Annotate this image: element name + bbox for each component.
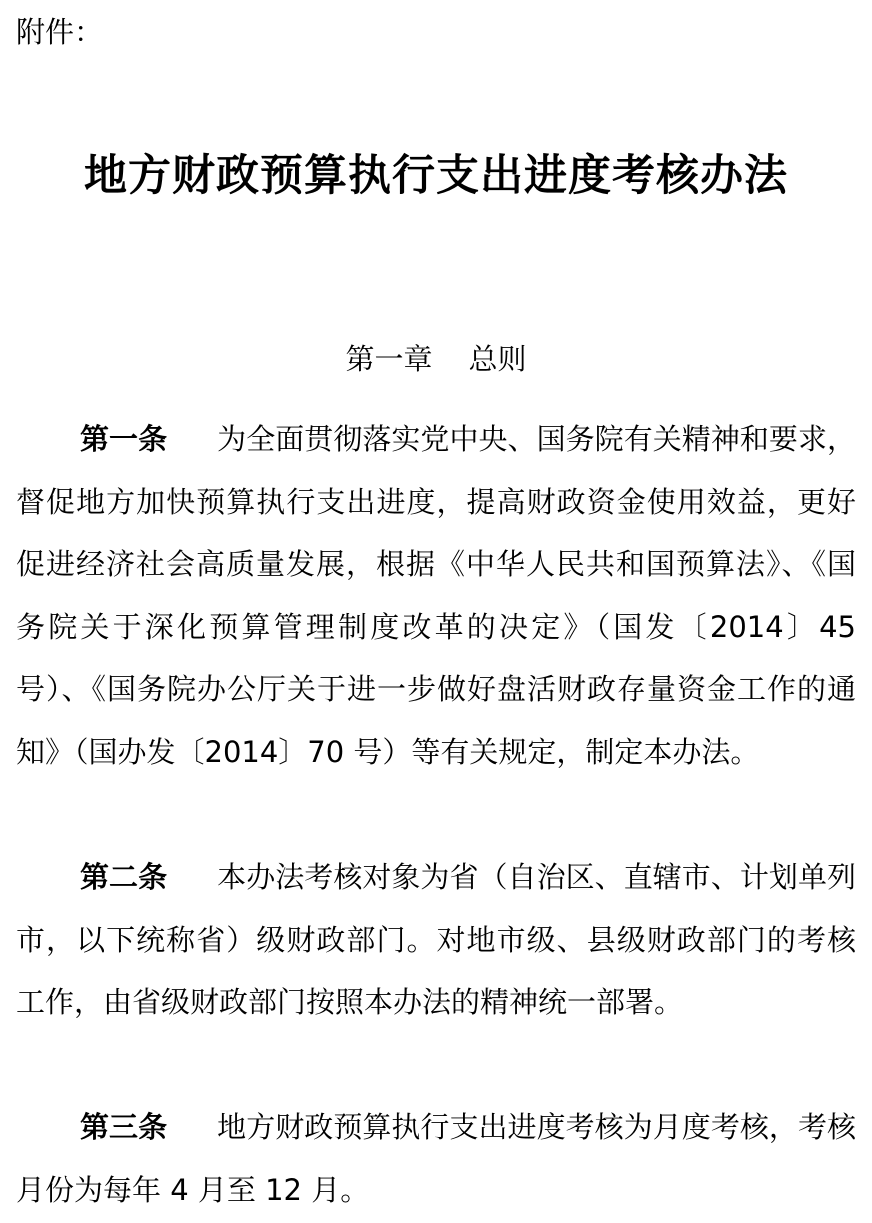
article-1-text: 为全面贯彻落实党中央、国务院有关精神和要求，督促地方加快预算执行支出进度，提高财政资金使用效益，更好促进经济社会高质量发展，根据《中华人民共和国预算法》、《国务院关于深化预算管理制度改革的决定》（国发〔2014〕45 号）、《国务院办公厅关于进一步做好盘活财政存量资金工作的通知》（国办发〔2014〕70 号）等有关规定，制定本办法。: [16, 422, 856, 769]
article-2: [16, 846, 856, 1034]
article-3: [16, 1096, 856, 1221]
chapter-name: 总则: [468, 342, 527, 376]
article-2-label: 第二条: [80, 860, 168, 894]
chapter-heading: [0, 338, 872, 380]
article-1-label: 第一条: [80, 422, 168, 456]
article-3-text: 地方财政预算执行支出进度考核为月度考核，考核月份为每年 4 月至 12 月。: [16, 1110, 856, 1207]
attachment-label: 附件：: [16, 15, 104, 49]
article-2-text: 本办法考核对象为省（自治区、直辖市、计划单列市，以下统称省）级财政部门。对地市级、县级财政部门的考核工作，由省级财政部门按照本办法的精神统一部署。: [16, 860, 856, 1019]
chapter-number: 第一章: [345, 342, 433, 376]
document-title: 地方财政预算执行支出进度考核办法: [84, 151, 788, 201]
article-3-label: 第三条: [80, 1110, 168, 1144]
article-1: [16, 408, 856, 783]
